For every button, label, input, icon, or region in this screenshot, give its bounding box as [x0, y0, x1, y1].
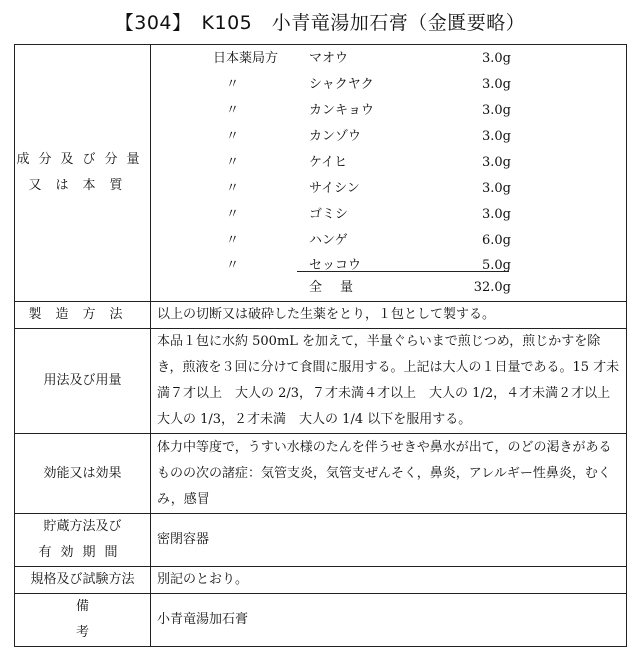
- ingredient-row: [151, 150, 626, 176]
- dosage-label: [15, 329, 151, 434]
- total-divider: [297, 271, 509, 272]
- ingredient-amount: 3.0g: [482, 181, 511, 196]
- indications-label-text: 効能又は効果: [43, 465, 122, 481]
- ingredient-amount: 3.0g: [482, 77, 511, 92]
- manufacturing-label: [15, 302, 151, 329]
- indications-label: [15, 434, 151, 514]
- ingredient-source: 〃: [226, 207, 240, 222]
- ingredient-row: [151, 46, 626, 72]
- ingredient-name: サイシン: [309, 181, 360, 196]
- page-title: 【304】 K105 小青竜湯加石膏（金匱要略）: [114, 12, 526, 34]
- ingredient-name: カンゾウ: [309, 129, 362, 144]
- storage-text: 密閉容器: [151, 514, 627, 567]
- ingredients-label: [15, 45, 151, 302]
- ingredient-amount: 3.0g: [482, 51, 511, 66]
- storage-label-line2: 有効期間: [38, 545, 127, 560]
- manufacturing-label-text: 製造方法: [28, 307, 137, 322]
- remarks-label-text: 備考: [75, 599, 149, 640]
- indications-text: 体力中等度で，うすい水様のたんを伴うせきや鼻水が出て，のどの渇きがあるものの次の諸症：気管支炎，気管支ぜんそく，鼻炎，アレルギー性鼻炎，むくみ，感冒: [151, 434, 627, 514]
- ingredient-source: 〃: [226, 258, 240, 273]
- storage-row: [15, 514, 627, 567]
- ingredient-name: マオウ: [309, 51, 349, 66]
- ingredient-amount: 3.0g: [482, 207, 511, 222]
- manufacturing-row: [15, 302, 627, 329]
- ingredient-name: ケイヒ: [309, 155, 348, 170]
- ingredient-amount: 6.0g: [482, 233, 511, 248]
- manufacturing-text: 以上の切断又は破砕した生薬をとり，１包として製する。: [151, 302, 627, 329]
- ingredient-list: [151, 45, 626, 301]
- ingredient-row: [151, 202, 626, 228]
- ingredient-source: 日本薬局方: [213, 51, 279, 66]
- specifications-label-text: 規格及び試験方法: [30, 572, 135, 587]
- ingredient-amount: 3.0g: [482, 129, 511, 144]
- indications-row: [15, 434, 627, 514]
- ingredient-source: 〃: [226, 129, 240, 144]
- ingredient-amount: 3.0g: [482, 155, 511, 170]
- total-amount: 32.0g: [473, 280, 511, 295]
- specifications-row: [15, 567, 627, 594]
- dosage-text: 本品１包に水約 500mL を加えて，半量ぐらいまで煎じつめ，煎じかすを除き，煎液を３回に分けて食間に服用する。上記は大人の１日量である。15 才未満７才以上 大人の 2/3，７才未満４才以上 大人の 1/2，４才未満２才以上 大人の 1/3，２才未満 大人の 1/4 以下を服用する。: [151, 329, 627, 434]
- total-label: 全量: [309, 280, 372, 295]
- ingredient-row: [151, 228, 626, 254]
- storage-label-line1: 貯蔵方法及び: [43, 519, 122, 534]
- ingredient-source: 〃: [226, 155, 240, 170]
- ingredients-row: [15, 45, 627, 302]
- ingredient-name: カンキョウ: [309, 103, 375, 118]
- ingredient-source: 〃: [226, 103, 240, 118]
- ingredient-name: ハンゲ: [309, 233, 348, 248]
- monograph-table: [14, 44, 627, 647]
- ingredients-label-line1: 成分及び分量: [16, 152, 149, 167]
- ingredient-total-row: [151, 275, 626, 301]
- ingredient-row: [151, 72, 626, 98]
- ingredient-name: ゴミシ: [309, 207, 349, 222]
- ingredient-amount: 5.0g: [482, 258, 511, 273]
- ingredient-row: [151, 98, 626, 124]
- ingredient-row: [151, 176, 626, 202]
- ingredients-cell: [151, 45, 627, 302]
- ingredient-row: [151, 124, 626, 150]
- specifications-label: [15, 567, 151, 594]
- specifications-text: 別記のとおり。: [151, 567, 627, 594]
- ingredients-label-line2: 又は本質: [28, 178, 137, 193]
- storage-label: [15, 514, 151, 567]
- ingredient-source: 〃: [226, 233, 240, 248]
- ingredient-name: シャクヤク: [309, 77, 374, 92]
- ingredient-source: 〃: [226, 77, 240, 92]
- ingredient-name: セッコウ: [309, 258, 362, 273]
- ingredient-amount: 3.0g: [482, 103, 511, 118]
- dosage-label-text: 用法及び用量: [43, 373, 122, 388]
- dosage-row: [15, 329, 627, 434]
- remarks-text: 小青竜湯加石膏: [151, 594, 627, 647]
- ingredient-source: 〃: [226, 181, 240, 196]
